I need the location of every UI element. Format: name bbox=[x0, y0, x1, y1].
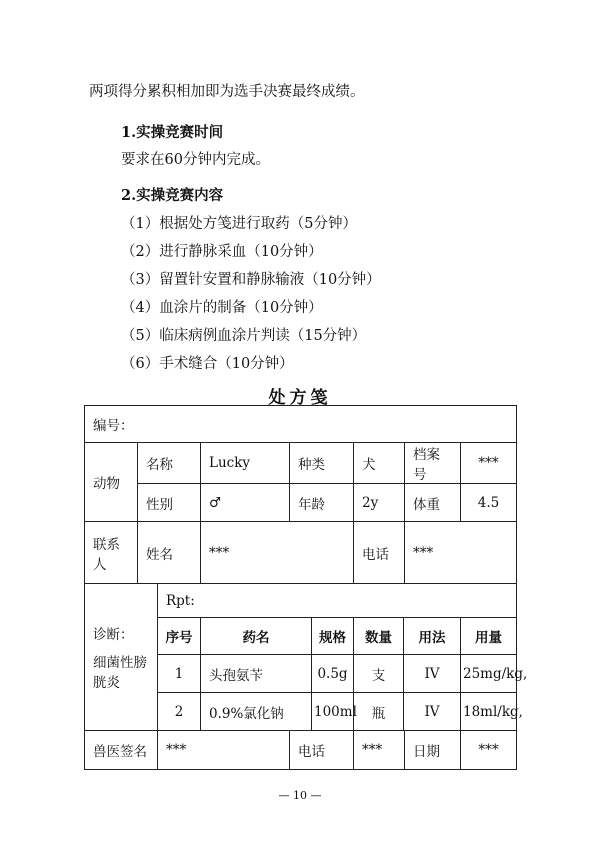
name-label: 名称 bbox=[138, 443, 201, 484]
drug-header-spec: 规格 bbox=[312, 618, 354, 655]
drug-header-usage: 用法 bbox=[404, 618, 461, 655]
contact-phone-value: *** bbox=[405, 522, 517, 584]
sex-label: 性别 bbox=[138, 484, 201, 522]
list-item: （4）血涂片的制备（10分钟） bbox=[121, 300, 323, 316]
vet-phone-label: 电话 bbox=[290, 731, 354, 770]
species-label: 种类 bbox=[290, 443, 354, 484]
diagnosis-value: 细菌性膀胱炎 bbox=[93, 655, 147, 691]
vet-sign-value: *** bbox=[158, 731, 290, 770]
weight-value: 4.5 bbox=[461, 484, 517, 522]
drug-header-qty: 数量 bbox=[354, 618, 404, 655]
contact-label: 联系人 bbox=[85, 522, 138, 584]
rpt-label: Rpt: bbox=[158, 584, 517, 618]
drug-cell: 18ml/kg, bbox=[461, 693, 517, 731]
diagnosis-cell bbox=[85, 584, 158, 731]
drug-cell: IV bbox=[404, 655, 461, 693]
date-label: 日期 bbox=[405, 731, 461, 770]
vet-phone-value: *** bbox=[354, 731, 405, 770]
drug-cell: 支 bbox=[354, 655, 404, 693]
species-value: 犬 bbox=[354, 443, 405, 484]
vet-sign-label: 兽医签名 bbox=[85, 731, 158, 770]
file-no-label: 档案号 bbox=[405, 443, 461, 484]
drug-header-dose: 用量 bbox=[461, 618, 517, 655]
drug-cell: 25mg/kg, bbox=[461, 655, 517, 693]
contact-phone-label: 电话 bbox=[354, 522, 405, 584]
diagnosis-label: 诊断： bbox=[93, 627, 134, 643]
prescription-title: 处方笺 bbox=[268, 388, 332, 408]
list-item: （5）临床病例血涂片判读（15分钟） bbox=[121, 328, 367, 344]
drug-cell: 100ml bbox=[312, 693, 354, 731]
contact-name-label: 姓名 bbox=[138, 522, 201, 584]
name-value: Lucky bbox=[201, 443, 290, 484]
date-value: *** bbox=[461, 731, 517, 770]
weight-label: 体重 bbox=[405, 484, 461, 522]
drug-cell: 2 bbox=[158, 693, 201, 731]
drug-cell: 0.9%氯化钠 bbox=[201, 693, 312, 731]
contact-name-value: *** bbox=[201, 522, 354, 584]
file-no-value: *** bbox=[461, 443, 517, 484]
drug-cell: 瓶 bbox=[354, 693, 404, 731]
intro-line: 两项得分累积相加即为选手决赛最终成绩。 bbox=[89, 84, 365, 100]
animal-label: 动物 bbox=[85, 443, 138, 522]
drug-cell: 0.5g bbox=[312, 655, 354, 693]
age-value: 2y bbox=[354, 484, 405, 522]
prescription-number-label: 编号： bbox=[85, 406, 517, 443]
list-item: （1）根据处方笺进行取药（5分钟） bbox=[121, 216, 357, 232]
drug-cell: 头孢氨苄 bbox=[201, 655, 312, 693]
prescription-table bbox=[84, 405, 528, 770]
drug-cell: IV bbox=[404, 693, 461, 731]
section1-heading: 1.实操竞赛时间 bbox=[121, 124, 224, 141]
list-item: （6）手术缝合（10分钟） bbox=[121, 356, 294, 372]
section2-heading: 2.实操竞赛内容 bbox=[121, 187, 224, 204]
drug-cell: 1 bbox=[158, 655, 201, 693]
page-number: — 10 — bbox=[278, 789, 322, 802]
list-item: （2）进行静脉采血（10分钟） bbox=[121, 244, 323, 260]
drug-header-index: 序号 bbox=[158, 618, 201, 655]
sex-value: ♂ bbox=[201, 484, 290, 522]
age-label: 年龄 bbox=[290, 484, 354, 522]
drug-header-name: 药名 bbox=[201, 618, 312, 655]
list-item: （3）留置针安置和静脉输液（10分钟） bbox=[121, 272, 381, 288]
section1-text: 要求在60分钟内完成。 bbox=[121, 152, 270, 168]
